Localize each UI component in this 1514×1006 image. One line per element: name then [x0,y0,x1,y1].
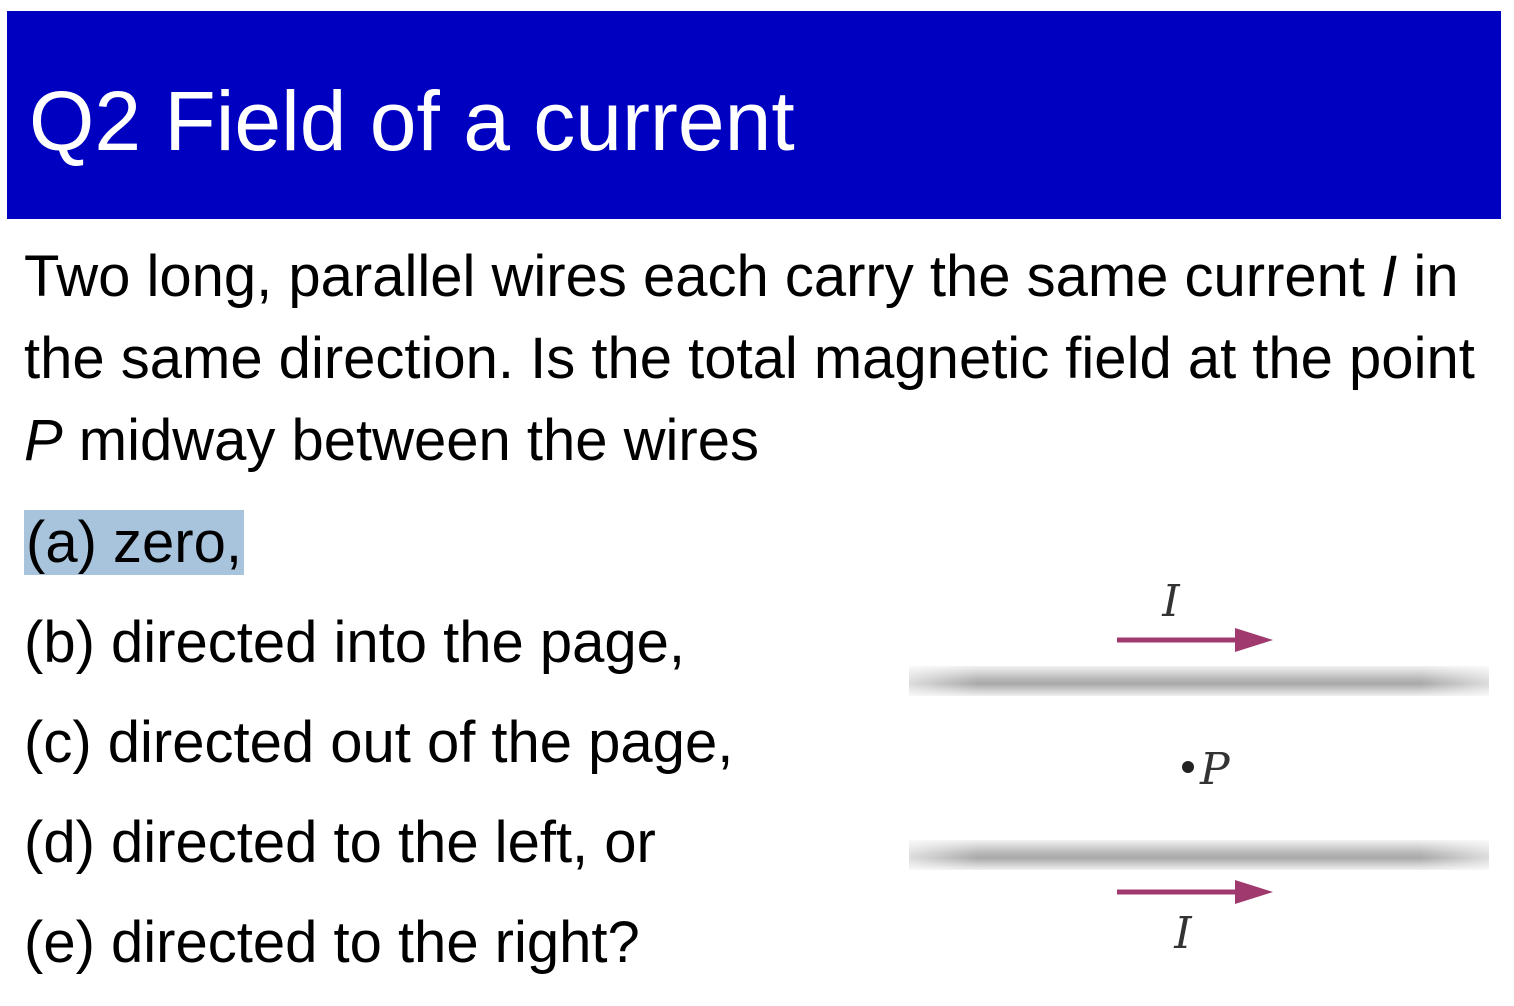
parallel-wires-figure [905,570,1491,970]
top-current-arrow-icon [1117,628,1273,652]
option-a[interactable] [24,502,733,602]
bottom-current-arrow-icon [1117,880,1273,904]
point-symbol: P [24,408,63,473]
bottom-current-label: I [1174,908,1192,959]
point-p-label: P [1200,744,1230,795]
option-e-text: (e) directed to the right? [24,910,640,975]
option-b[interactable] [24,602,733,702]
option-a-text: (a) zero, [26,510,242,575]
current-symbol: I [1381,244,1398,309]
answer-options [24,502,733,1002]
option-c[interactable] [24,702,733,802]
question-part-3: midway between the wires [62,408,759,473]
title-bar [7,11,1501,219]
option-d-text: (d) directed to the left, or [24,810,656,875]
option-d[interactable] [24,802,733,902]
option-c-text: (c) directed out of the page, [24,710,734,775]
question-text [24,236,1494,482]
top-current-label: I [1162,576,1180,627]
slide-title: Q2 Field of a current [29,74,795,168]
point-p-marker [1182,761,1194,773]
bottom-wire [909,840,1489,870]
question-part-2: in the same direction. Is the total magnetic field at the point [24,244,1475,391]
parallel-wires-diagram [905,570,1491,970]
option-e[interactable] [24,902,733,1002]
question-part-1: Two long, parallel wires each carry the same current [24,244,1382,309]
option-b-text: (b) directed into the page, [24,610,685,675]
top-wire [909,666,1489,696]
